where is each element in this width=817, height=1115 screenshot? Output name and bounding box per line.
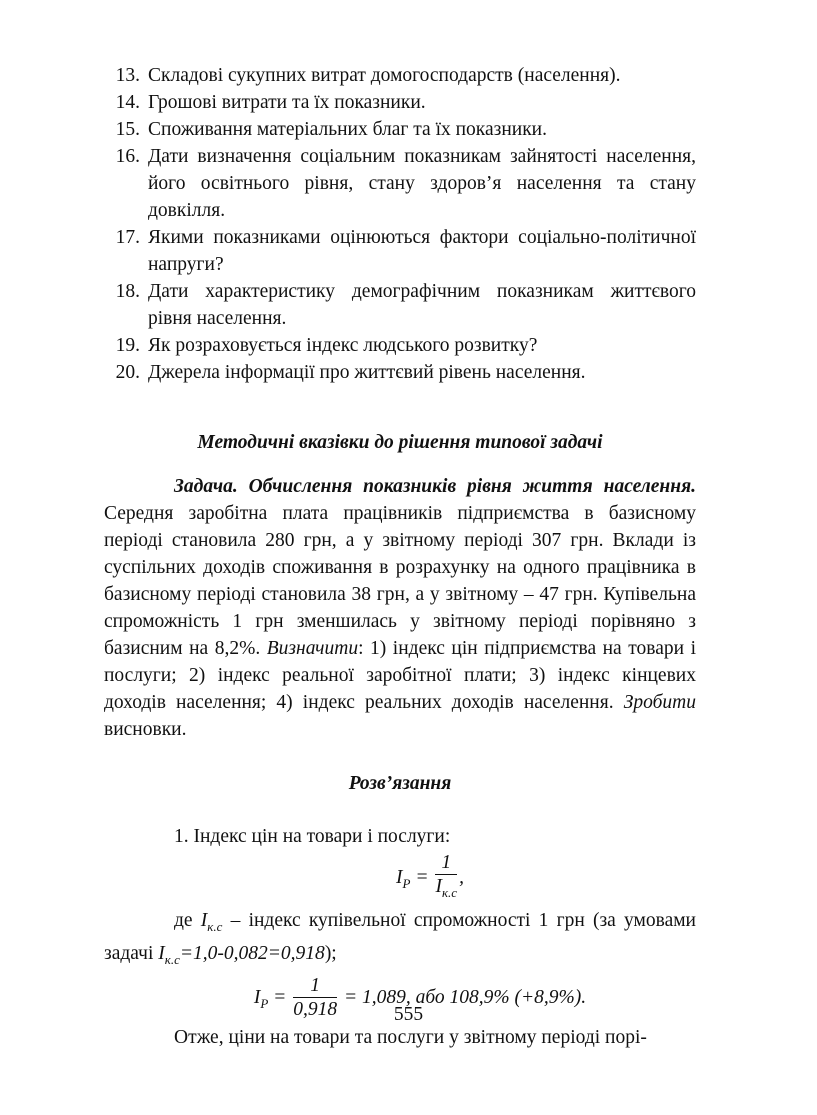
item-text: Якими показниками оцінюються фактори соціально-політичної напруги? (148, 227, 696, 275)
item-number: 17. (115, 227, 140, 248)
list-item (104, 89, 696, 116)
item-number: 20. (115, 362, 140, 383)
formula-price-index (104, 852, 696, 905)
item-text: Дати характеристику демографічним показникам життєвого рівня населення. (148, 281, 696, 329)
denominator-sym: I (435, 876, 442, 897)
denominator-sub: к.с (441, 884, 458, 900)
where-text: – індекс купівельної спроможності 1 грн (за умовами задачі (104, 909, 696, 964)
formula-eq: = (415, 866, 429, 888)
list-item (104, 62, 696, 89)
where-paragraph (104, 907, 696, 973)
formula2-result: = 1,089, або 108,9% (+8,9%). (343, 986, 587, 1008)
section-title: Методичні вказівки до рішення типової задачі (197, 432, 603, 453)
solution-title: Розв’язання (348, 773, 452, 794)
page-content (104, 62, 696, 1051)
item-number: 16. (115, 146, 140, 167)
formula2-eq: = (273, 986, 287, 1008)
item-number: 14. (115, 92, 140, 113)
task-conclude: Зробити (623, 692, 696, 713)
task-determine: Визначити (266, 638, 359, 659)
list-item (104, 224, 696, 278)
item-text: Дати визначення соціальним показникам зайнятості населення, його освітнього рівня, стану здоров’я населення та стану довкілля. (148, 146, 696, 221)
item-number: 19. (115, 335, 140, 356)
where-calc-sym: I (158, 942, 165, 964)
where-calc-sub: к.с (164, 951, 180, 967)
item-number: 18. (115, 281, 140, 302)
list-item (104, 359, 696, 386)
list-item (104, 143, 696, 224)
list-item (104, 278, 696, 332)
question-list (104, 62, 696, 386)
numerator: 1 (435, 852, 457, 875)
item-text: Грошові витрати та їх показники. (148, 92, 426, 113)
conclusion-paragraph: Отже, ціни на товари та послуги у звітному періоді порі- (174, 1026, 647, 1048)
denominator (435, 875, 457, 905)
fraction (435, 852, 457, 905)
where-sym-sub: к.с (207, 918, 223, 934)
item-number: 13. (115, 65, 140, 86)
page-number: 555 (393, 1004, 424, 1025)
item-number: 15. (115, 119, 140, 140)
numerator: 1 (293, 975, 337, 998)
where-sym: I (200, 909, 208, 931)
task-end: висновки. (104, 719, 187, 740)
item-text: Споживання матеріальних благ та їх показники. (148, 119, 547, 140)
item-text: Як розраховується індекс людського розвитку? (148, 335, 538, 356)
item-text: Складові сукупних витрат домогосподарств (населення). (148, 65, 621, 86)
formula-lhs-sub: P (402, 875, 411, 891)
task-paragraph (104, 473, 696, 743)
step-1: 1. Індекс цін на товари і послуги: (174, 826, 451, 847)
list-item (104, 332, 696, 359)
formula-lhs: I (396, 866, 403, 888)
item-text: Джерела інформації про життєвий рівень населення. (148, 362, 586, 383)
task-list: : 1) індекс цін підприємства на товари і послуги; 2) індекс реальної заробітної плати; 3) індекс кінцевих доходів населення; 4) індекс реальних доходів населення. (104, 638, 696, 713)
formula2-lhs-sub: P (260, 995, 269, 1011)
formula2-lhs: I (253, 986, 261, 1008)
where-calc: =1,0-0,082=0,918 (179, 942, 325, 964)
formula-tail: , (459, 866, 464, 888)
where-pre: де (174, 909, 201, 931)
denominator: 0,918 (293, 998, 338, 1020)
task-text: Середня заробітна плата працівників підприємства в базисному періоді становила 280 грн, а у звітному періоді 307 грн. Вклади із суспільних доходів споживання в розрахунку на одного працівника в базисному періоді становила 38 грн, а у звітному – 47 грн. Купівельна спроможність 1 грн зменшилась у звітному періоді порівняно з базисним на 8,2%. (104, 503, 696, 659)
list-item (104, 116, 696, 143)
where-end: ); (324, 942, 337, 964)
task-heading: Задача. Обчислення показників рівня життя населення. (174, 476, 696, 497)
